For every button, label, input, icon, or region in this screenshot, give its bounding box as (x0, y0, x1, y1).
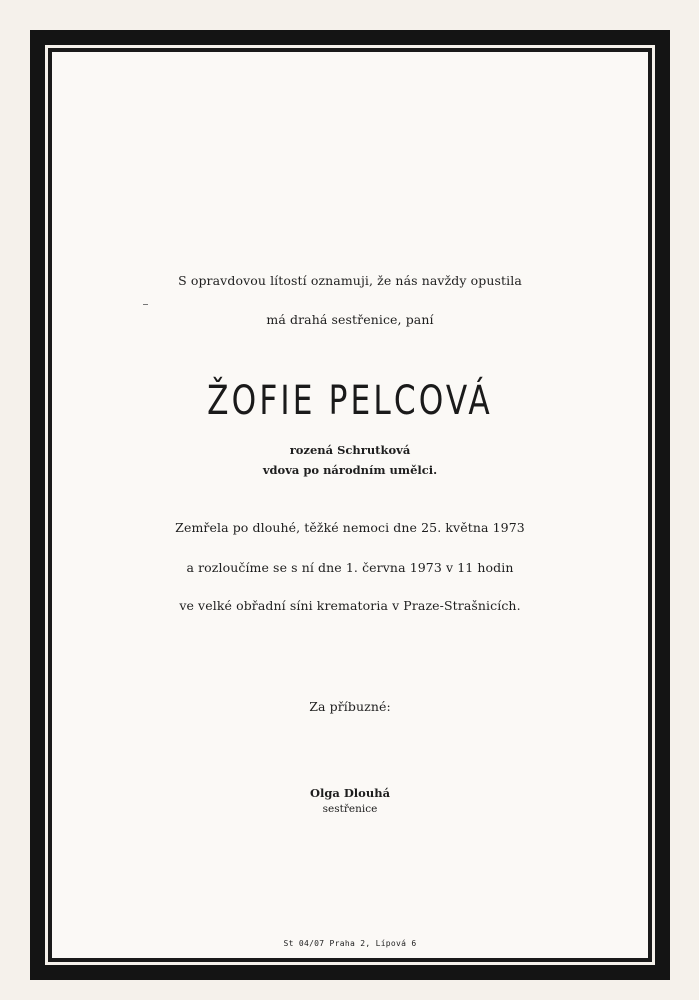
signer-name: Olga Dlouhá (309, 786, 391, 800)
announcement-line-1: S opravdovou lítostí oznamuji, že nás navždy opustila (178, 273, 522, 288)
paper-speck (143, 304, 148, 305)
maiden-name: rozená Schrutková (289, 443, 411, 457)
notice-content-area (52, 52, 648, 958)
printer-imprint: St 04/07 Praha 2, Lípová 6 (283, 939, 417, 948)
funeral-place-line: ve velké obřadní síni krematoria v Praze-Strašnicích. (179, 598, 521, 613)
funeral-date-line: a rozloučíme se s ní dne 1. června 1973 v 11 hodin (186, 560, 514, 575)
death-date-line: Zemřela po dlouhé, těžké nemoci dne 25. května 1973 (175, 520, 525, 535)
for-relatives-label: Za příbuzné: (309, 699, 391, 714)
announcement-line-2: má drahá sestřenice, paní (266, 312, 434, 327)
widow-note: vdova po národním umělci. (262, 463, 438, 477)
deceased-name: ŽOFIE PELCOVÁ (207, 378, 493, 424)
signer-relation: sestřenice (322, 803, 378, 815)
